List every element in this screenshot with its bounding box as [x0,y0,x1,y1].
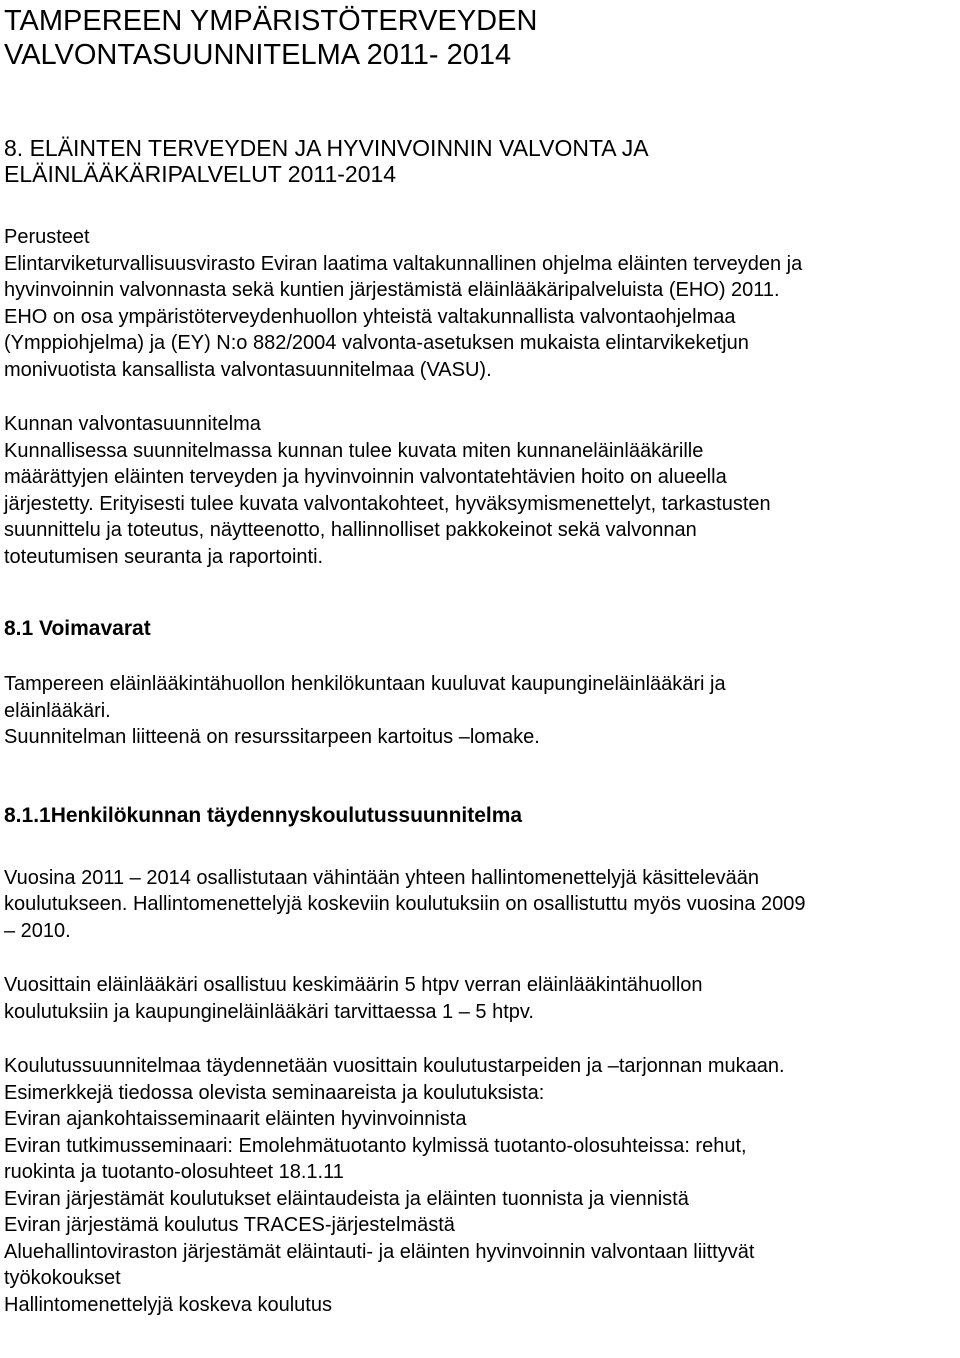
paragraph-line: – 2010. [4,919,71,942]
section-heading-line: ELÄINLÄÄKÄRIPALVELUT 2011-2014 [4,161,397,187]
list-item: ruokinta ja tuotanto-olosuhteet 18.1.11 [4,1161,344,1183]
list-item: Aluehallintoviraston järjestämät eläintauti- ja eläinten hyvinvoinnin valvontaan liittyvät [4,1240,755,1263]
paragraph-line: eläinlääkäri. [4,699,111,722]
perusteet-section [4,224,956,383]
paragraph-line: suunnittelu ja toteutus, näytteenotto, hallinnolliset pakkokeinot sekä valvonnan [4,519,697,541]
document-page [4,0,956,1318]
voimavarat-paragraph [4,671,956,751]
paragraph-line: koulutukseen. Hallintomenettelyjä koskeviin koulutuksiin on osallistuttu myös vuosina 2009 [4,893,806,915]
paragraph-line: Elintarviketurvallisuusvirasto Eviran laatima valtakunnallinen ohjelma eläinten terveyden ja [4,252,803,275]
paragraph-line: EHO on osa ympäristöterveydenhuollon yhteistä valtakunnallista valvontaohjelmaa [4,305,736,328]
paragraph-line: järjestetty. Erityisesti tulee kuvata valvontakohteet, hyväksymismenettelyt, tarkastusten [4,492,771,515]
perusteet-heading: Perusteet [4,226,90,248]
paragraph-line: Kunnallisessa suunnitelmassa kunnan tulee kuvata miten kunnaneläinlääkärille [4,439,704,462]
title-line: TAMPEREEN YMPÄRISTÖTERVEYDEN [4,5,538,37]
paragraph-line: määrättyjen eläinten terveyden ja hyvinvoinnin valvontatehtävien hoito on alueella [4,466,727,488]
paragraph-line: Vuosittain eläinlääkäri osallistuu keskimäärin 5 htpv verran eläinlääkintähuollon [4,974,703,996]
paragraph-line: hyvinvoinnin valvonnasta sekä kuntien järjestämistä eläinlääkäripalveluista (EHO) 2011. [4,279,780,301]
list-item: Eviran järjestämät koulutukset eläintaudeista ja eläinten tuonnista ja viennistä [4,1187,689,1210]
paragraph-line: Esimerkkejä tiedossa olevista seminaareista ja koulutuksista: [4,1081,545,1104]
list-item: Eviran järjestämä koulutus TRACES-järjestelmästä [4,1214,455,1236]
paragraph-line: Tampereen eläinlääkintähuollon henkilökuntaan kuuluvat kaupungineläinlääkäri ja [4,673,726,695]
document-title [4,4,956,72]
kunnan-heading: Kunnan valvontasuunnitelma [4,413,261,435]
list-item: Hallintomenettelyjä koskeva koulutus [4,1293,332,1316]
paragraph-line: Suunnitelman liitteenä on resurssitarpeen kartoitus –lomake. [4,726,540,748]
paragraph-line: koulutuksiin ja kaupungineläinlääkäri tarvittaessa 1 – 5 htpv. [4,1000,534,1023]
paragraph-line: monivuotista kansallista valvontasuunnitelmaa (VASU). [4,358,492,381]
paragraph-line: Koulutussuunnitelmaa täydennetään vuosittain koulutustarpeiden ja –tarjonnan mukaan. [4,1055,785,1077]
title-line: VALVONTASUUNNITELMA 2011- 2014 [4,39,512,71]
voimavarat-heading: 8.1 Voimavarat [4,617,151,640]
paragraph-line: (Ymppiohjelma) ja (EY) N:o 882/2004 valvonta-asetuksen mukaista elintarvikeketjun [4,332,749,354]
section-heading-line: 8. ELÄINTEN TERVEYDEN JA HYVINVOINNIN VALVONTA JA [4,135,649,161]
list-item: työkokoukset [4,1267,121,1289]
list-item: Eviran tutkimusseminaari: Emolehmätuotanto kylmissä tuotanto-olosuhteissa: rehut, [4,1134,747,1157]
paragraph-line: toteutumisen seuranta ja raportointi. [4,545,324,568]
koulutus-paragraph-3 [4,1053,956,1318]
koulutus-paragraph-2 [4,972,956,1025]
paragraph-line: Vuosina 2011 – 2014 osallistutaan vähintään yhteen hallintomenettelyjä käsittelevään [4,866,759,889]
kunnan-section [4,411,956,570]
koulutus-paragraph-1 [4,865,956,945]
section-heading [4,135,956,187]
koulutus-heading: 8.1.1Henkilökunnan täydennyskoulutussuunnitelma [4,803,523,827]
list-item: Eviran ajankohtaisseminaarit eläinten hyvinvoinnista [4,1108,467,1130]
